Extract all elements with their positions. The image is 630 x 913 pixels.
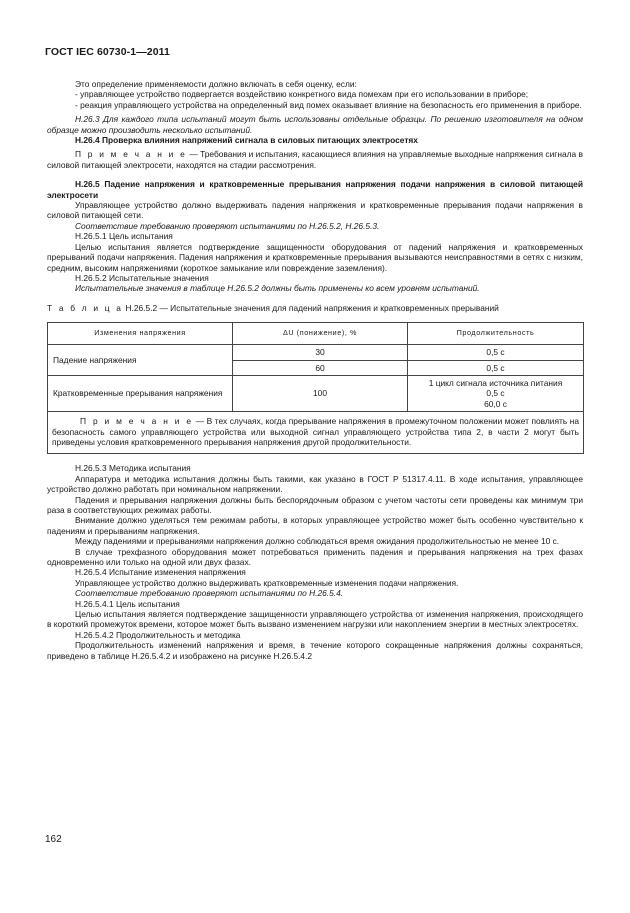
table-header-row xyxy=(48,323,584,345)
list-item: - реакция управляющего устройства на определенный вид помех оказывает влияние на безопасность его применения в приборе. xyxy=(75,99,582,110)
paragraph: В случае трехфазного оборудования может потребоваться применить падения и прерывания напряжения на трех фазах одновременно или только на одной или двух фазах. xyxy=(47,546,583,568)
paragraph: Управляющее устройство должно выдерживать падения напряжения и кратковременные прерывания подачи напряжения в силовой питающей сети. xyxy=(47,200,583,221)
clause-h-26-3: Н.26.3 Для каждого типа испытаний могут быть использованы отдельные образцы. По решению изготовителя на одном образце можно производить несколько испытаний. xyxy=(47,114,583,135)
test-values-table xyxy=(47,322,584,454)
note-label: П р и м е ч а н и е xyxy=(80,416,194,427)
paragraph: Испытательные значения в таблице Н.26.5.2 должны быть применены ко всем уровням испытаний. xyxy=(75,283,480,294)
paragraph: Управляющее устройство должно выдерживать кратковременные изменения подачи напряжения. xyxy=(75,577,459,588)
table-cell: 100 xyxy=(233,375,408,411)
table-cell: Кратковременные прерывания напряжения xyxy=(48,375,233,411)
table-cell: 30 xyxy=(233,345,408,360)
page-body xyxy=(47,79,583,661)
table-row xyxy=(48,375,584,411)
paragraph: Целью испытания является подтверждение защищенности оборудования от падений напряжения и кратковременных прерываний подачи напряжения. Падения напряжения и кратковременные прерывания вызываются неисправностями в сетях с низким, средним, высоким напряжениями (короткое замыкание или повреждение заземления). xyxy=(47,241,583,273)
duration-line: 1 цикл сигнала источника питания xyxy=(428,377,563,388)
paragraph: Аппаратура и методика испытания должны быть такими, как указано в ГОСТ Р 51317.4.11. В ходе испытания, управляющее устройство должно работать при номинальном напряжении. xyxy=(47,473,583,495)
page-number: 162 xyxy=(45,834,62,845)
table-cell: 0,5 с xyxy=(408,360,584,375)
clause-heading-h-26-5: Н.26.5 Падение напряжения и кратковременные прерывания напряжения подачи напряжения в силовой питающей электросети xyxy=(47,179,583,200)
paragraph: Внимание должно уделяться тем режимам работы, в которых управляющее устройство может быть особенно чувствительно к падениям и прерываниям напряжения. xyxy=(47,515,583,536)
subclause-heading: Н.26.5.3 Методика испытания xyxy=(75,463,191,474)
subclause-heading: Н.26.5.4 Испытание изменения напряжения xyxy=(75,567,246,578)
table-note xyxy=(52,416,579,447)
paragraph: Целью испытания является подтверждение защищенности управляющего устройства от изменения напряжения, происходящего в короткий промежуток времени, которое может быть вызвано изменением нагрузки или накоплением энергии в местных электросетях. xyxy=(47,609,583,630)
note-label: П р и м е ч а н и е xyxy=(75,149,187,160)
table-cell xyxy=(408,375,584,411)
table-cell: 0,5 с xyxy=(408,345,584,360)
compliance-statement: Соответствие требованию проверяют испытаниями по Н.26.5.4. xyxy=(75,588,344,599)
table-caption xyxy=(47,303,583,313)
table-caption-label: Т а б л и ц а xyxy=(47,302,124,313)
paragraph: Между падениями и прерываниями напряжения должно соблюдаться время ожидания продолжительностью не менее 10 с. xyxy=(75,536,560,547)
duration-line: 0,5 с xyxy=(486,388,505,399)
table-row xyxy=(48,345,584,360)
subclause-heading: Н.26.5.4.1 Цель испытания xyxy=(75,598,180,609)
table-header-cell: Продолжительность xyxy=(408,323,584,345)
table-note-cell xyxy=(48,412,584,454)
table-header-cell: Изменения напряжения xyxy=(48,323,233,345)
note-paragraph xyxy=(47,149,583,170)
running-header: ГОСТ IEC 60730-1—2011 xyxy=(45,46,170,58)
note-text: — В тех случаях, когда прерывание напряжения в промежуточном положении может повлиять на безопасность самого управляющего устройства или выходной сигнал управляющего устройства типа 2, в части 2 могут быть приведены условия кратковременного прерывания напряжения другой продолжительности. xyxy=(52,416,579,447)
subclause-heading: Н.26.5.4.2 Продолжительность и методика xyxy=(75,629,241,640)
table-note-row xyxy=(48,412,584,454)
paragraph: Падения и прерывания напряжения должны быть беспорядочным образом с учетом частоты сети проведены как минимум три раза в соответствующих режимах работы. xyxy=(47,494,583,515)
duration-line: 60,0 с xyxy=(484,398,507,409)
table-cell: 60 xyxy=(233,360,408,375)
list-item: - управляющее устройство подвергается воздействию конкретного вида помехам при его использовании в приборе; xyxy=(75,89,529,100)
subclause-heading: Н.26.5.2 Испытательные значения xyxy=(75,272,209,283)
paragraph: Это определение применяемости должно включать в себя оценку, если: xyxy=(75,79,357,89)
table-header-cell: ΔU (понижение), % xyxy=(233,323,408,345)
paragraph: Продолжительность изменений напряжения и время, в течение которого сокращенные напряжения должны сохраняться, приведено в таблице Н.26.5.4.2 и изображено на рисунке Н.26.5.4.2 xyxy=(47,640,583,661)
table-caption-text: Н.26.5.2 — Испытательные значения для падений напряжения и кратковременных прерываний xyxy=(123,302,499,313)
subclause-heading: Н.26.5.1 Цель испытания xyxy=(75,231,173,242)
clause-heading-h-26-4: Н.26.4 Проверка влияния напряжений сигнала в силовых питающих электросетях xyxy=(75,135,418,146)
table-cell: Падение напряжения xyxy=(48,345,233,376)
compliance-statement: Соответствие требованию проверяют испытаниями по Н.26.5.2, Н.26.5.3. xyxy=(75,220,380,231)
note-text: — Требования и испытания, касающиеся влияния на управляемые выходные напряжения сигнала в силовой питающей электросети, находятся на стадии рассмотрения. xyxy=(47,149,583,170)
